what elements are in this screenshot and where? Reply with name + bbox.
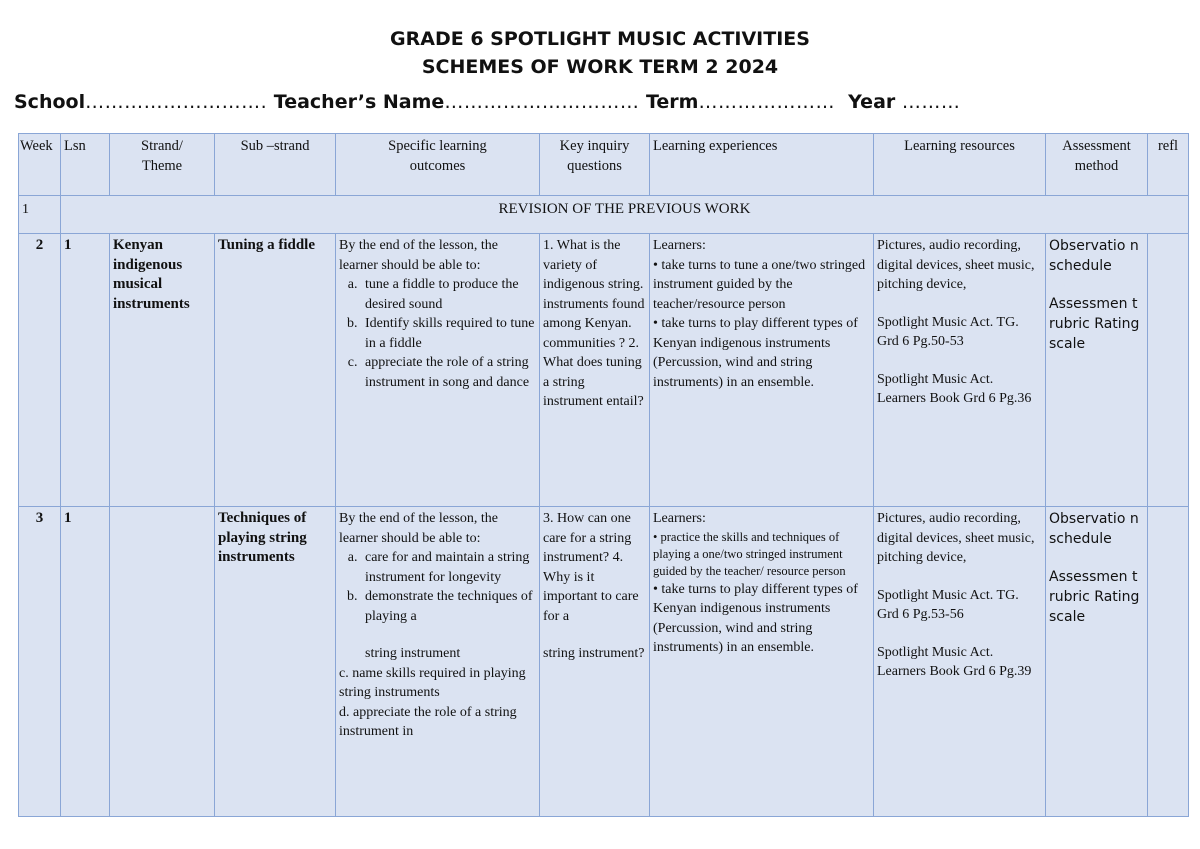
header-inquiry-line2: questions <box>567 157 622 174</box>
header-week: Week <box>19 134 61 196</box>
row2-assess-1: Observatio n schedule <box>1049 238 1139 274</box>
header-inquiry <box>540 134 650 196</box>
row1-week: 1 <box>19 196 61 234</box>
school-dots: ………………………. <box>85 91 268 113</box>
header-outcomes-line2: outcomes <box>409 157 466 174</box>
row3-refl <box>1148 507 1189 817</box>
teacher-dots: ………………………… <box>444 91 640 113</box>
row3-week: 3 <box>19 507 61 817</box>
row3-exp-2: • take turns to play different types of Kenyan indigenous instruments (Percussion, wind and string instruments) in an ensemble. <box>653 581 858 655</box>
year-label: Year <box>848 91 896 113</box>
header-strand-line1: Strand/ <box>141 138 183 154</box>
row3-substrand: Techniques of playing string instruments <box>215 507 336 817</box>
header-outcomes-line1: Specific learning <box>388 138 487 154</box>
table-row <box>19 234 1189 507</box>
row2-outcome-c: c. appreciate the role of a string instrument in song and dance <box>361 353 536 392</box>
header-strand-line2: Theme <box>141 157 183 174</box>
row2-res-2: Spotlight Music Act. TG. Grd 6 Pg.50-53 <box>877 314 1019 349</box>
school-label: School <box>14 91 86 113</box>
row2-lsn: 1 <box>61 234 110 507</box>
row2-res-3: Spotlight Music Act. Learners Book Grd 6 Pg.36 <box>877 371 1032 406</box>
row3-res-2: Spotlight Music Act. TG. Grd 6 Pg.53-56 <box>877 587 1019 622</box>
row2-week: 2 <box>19 234 61 507</box>
header-resources: Learning resources <box>874 134 1046 196</box>
year-dots: ……… <box>901 91 961 113</box>
document-title: GRADE 6 SPOTLIGHT MUSIC ACTIVITIES <box>390 28 810 50</box>
table-header-row <box>19 134 1189 196</box>
row2-res-1: Pictures, audio recording, digital devices, sheet music, pitching device, <box>877 238 1035 292</box>
row2-outcomes <box>336 234 540 507</box>
row3-outcome-d: d. appreciate the role of a string instrument in <box>339 704 517 739</box>
row3-exp-1: • practice the skills and techniques of playing a one/two stringed instrument guided by the teacher/ resource person <box>653 529 846 578</box>
header-assessment-line2: method <box>1074 157 1119 174</box>
row3-outcome-b: b. demonstrate the techniques of playing a <box>361 587 536 626</box>
table-row <box>19 196 1189 234</box>
row2-refl <box>1148 234 1189 507</box>
header-outcomes <box>336 134 540 196</box>
row3-strand <box>110 507 215 817</box>
row2-outcomes-intro: By the end of the lesson, the learner should be able to: <box>339 238 499 273</box>
row2-outcome-b: b. Identify skills required to tune in a fiddle <box>361 314 536 353</box>
row2-experiences <box>650 234 874 507</box>
header-assessment <box>1046 134 1148 196</box>
row2-outcome-a: a. tune a fiddle to produce the desired sound <box>361 275 536 314</box>
row3-res-1: Pictures, audio recording, digital devices, sheet music, pitching device, <box>877 511 1035 565</box>
info-line <box>14 91 960 113</box>
row3-exp-intro: Learners: <box>653 511 706 526</box>
row2-substrand: Tuning a fiddle <box>215 234 336 507</box>
header-lsn: Lsn <box>61 134 110 196</box>
header-strand <box>110 134 215 196</box>
row3-resources <box>874 507 1046 817</box>
header-substrand: Sub –strand <box>215 134 336 196</box>
row3-outcomes <box>336 507 540 817</box>
row3-inquiry-1: 3. How can one <box>543 511 631 526</box>
row2-exp-1: • take turns to tune a one/two stringed instrument guided by the teacher/resource person <box>653 257 866 312</box>
row3-lsn: 1 <box>61 507 110 817</box>
row3-assess-2: Assessmen t rubric Rating scale <box>1049 569 1140 625</box>
header-experiences: Learning experiences <box>650 134 874 196</box>
row3-outcomes-intro: By the end of the lesson, the learner should be able to: <box>339 511 499 546</box>
header-assessment-line1: Assessment <box>1062 138 1131 154</box>
document-subtitle: SCHEMES OF WORK TERM 2 2024 <box>421 56 779 78</box>
row2-inquiry: 1. What is the variety of indigenous string. instruments found among Kenyan. communities ? 2. What does tuning a string instrument entail? <box>540 234 650 507</box>
row3-inquiry-3: string instrument? <box>543 646 645 661</box>
row2-assess-2: Assessmen t rubric Rating scale <box>1049 296 1140 352</box>
row2-exp-2: • take turns to play different types of Kenyan indigenous instruments (Percussion, wind and string instruments) in an ensemble. <box>653 316 858 390</box>
row3-assessment <box>1046 507 1148 817</box>
header-inquiry-line1: Key inquiry <box>559 138 630 154</box>
term-dots: ………………… <box>698 91 835 113</box>
row3-outcome-a: a. care for and maintain a string instrument for longevity <box>361 548 536 587</box>
row2-assessment <box>1046 234 1148 507</box>
teacher-label: Teacher’s Name <box>273 91 445 113</box>
row2-resources <box>874 234 1046 507</box>
row3-outcome-c: c. name skills required in playing string instruments <box>339 665 526 700</box>
row2-exp-intro: Learners: <box>653 238 706 253</box>
header-refl: refl <box>1148 134 1189 196</box>
term-label: Term <box>645 91 699 113</box>
row3-res-3: Spotlight Music Act. Learners Book Grd 6 Pg.39 <box>877 644 1032 679</box>
row3-assess-1: Observatio n schedule <box>1049 511 1139 547</box>
row3-inquiry-2: care for a string instrument? 4. Why is it important to care for a <box>543 530 639 624</box>
scheme-table <box>18 133 1189 817</box>
row2-strand: Kenyan indigenous musical instruments <box>110 234 215 507</box>
row1-revision: REVISION OF THE PREVIOUS WORK <box>61 196 1189 234</box>
table-row <box>19 507 1189 817</box>
row3-outcome-b2: string instrument <box>365 646 461 661</box>
row3-experiences <box>650 507 874 817</box>
row3-inquiry <box>540 507 650 817</box>
